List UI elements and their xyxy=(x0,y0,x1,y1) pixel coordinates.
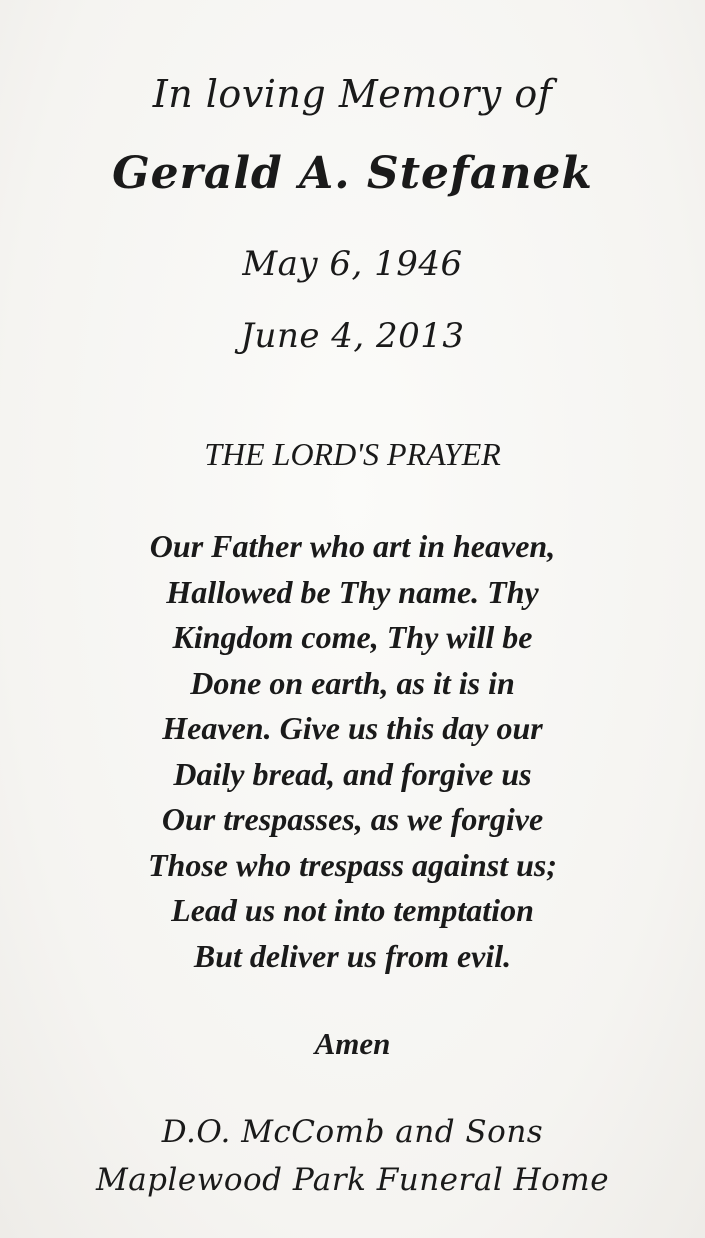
prayer-line: Our trespasses, as we forgive xyxy=(161,801,544,837)
amen-text: Amen xyxy=(314,1026,391,1061)
prayer-line: Heaven. Give us this day our xyxy=(162,710,543,746)
funeral-home-owner: D.O. McComb and Sons xyxy=(161,1114,544,1150)
prayer-line: Kingdom come, Thy will be xyxy=(172,619,533,655)
birth-date: May 6, 1946 xyxy=(242,244,463,284)
prayer-line: Our Father who art in heaven, xyxy=(149,528,556,564)
prayer-line: Done on earth, as it is in xyxy=(190,664,515,701)
deceased-name: Gerald A. Stefanek xyxy=(112,148,593,199)
prayer-line: Lead us not into temptation xyxy=(171,892,534,928)
prayer-line: But deliver us from evil. xyxy=(193,937,512,974)
prayer-title: THE LORD'S PRAYER xyxy=(204,436,501,472)
prayer-text xyxy=(0,524,705,979)
death-date: June 4, 2013 xyxy=(240,316,465,356)
prayer-line: Hallowed be Thy name. Thy xyxy=(166,573,539,610)
funeral-home-name: Maplewood Park Funeral Home xyxy=(95,1162,610,1198)
prayer-line: Those who trespass against us; xyxy=(148,846,557,883)
intro-text: In loving Memory of xyxy=(152,72,553,116)
prayer-line: Daily bread, and forgive us xyxy=(173,755,532,792)
